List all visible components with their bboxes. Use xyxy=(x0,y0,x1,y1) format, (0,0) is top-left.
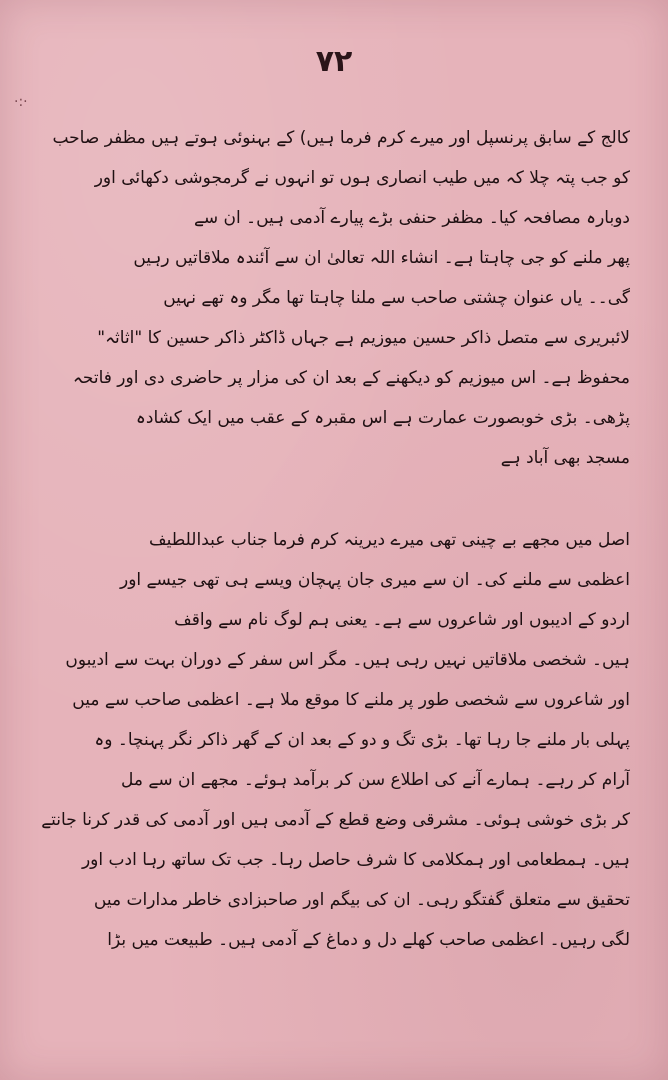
text-line: اور شاعروں سے شخصی طور پر ملنے کا موقع ملا ہے۔ اعظمی صاحب سے میں xyxy=(72,690,630,710)
page-speck-mark: ·:· xyxy=(14,94,28,110)
text-line: دوبارہ مصافحہ کیا۔ مظفر حنفی بڑے پیارے آدمی ہیں۔ ان سے xyxy=(193,208,630,228)
text-line: اصل میں مجھے بے چینی تھی میرے دیرینہ کرم فرما جناب عبداللطیف xyxy=(149,530,630,550)
text-line: تحقیق سے متعلق گفتگو رہی۔ ان کی بیگم اور صاحبزادی خاطر مدارات میں xyxy=(93,890,630,910)
paragraph-2 xyxy=(40,520,630,960)
text-line: مسجد بھی آباد ہے xyxy=(500,448,630,468)
text-line: اردو کے ادیبوں اور شاعروں سے ہے۔ یعنی ہم لوگ نام سے واقف xyxy=(174,610,630,630)
text-line: کو جب پتہ چلا کہ میں طیب انصاری ہوں تو انہوں نے گرمجوشی دکھائی اور xyxy=(94,168,630,188)
paragraph-1 xyxy=(40,118,630,478)
text-line: لگی رہیں۔ اعظمی صاحب کھلے دل و دماغ کے آدمی ہیں۔ طبیعت میں بڑا xyxy=(107,930,630,950)
page-number: ۷۲ xyxy=(315,44,353,79)
text-line: آرام کر رہے۔ ہمارے آنے کی اطلاع سن کر برآمد ہوئے۔ مجھے ان سے مل xyxy=(121,770,630,790)
text-line: پڑھی۔ بڑی خوبصورت عمارت ہے اس مقبرہ کے عقب میں ایک کشادہ xyxy=(135,408,630,428)
text-line: گی۔۔ یاں عنوان چشتی صاحب سے ملنا چاہتا تھا مگر وہ تھے نہیں xyxy=(163,288,630,308)
text-line: لائبریری سے متصل ذاکر حسین میوزیم ہے جہاں ڈاکٹر ذاکر حسین کا "اثاثہ" xyxy=(97,328,630,348)
text-line: ہیں۔ ہمطعامی اور ہمکلامی کا شرف حاصل رہا۔ جب تک ساتھ رہا ادب اور xyxy=(81,850,630,870)
text-line: پہلی بار ملنے جا رہا تھا۔ بڑی تگ و دو کے بعد ان کے گھر ذاکر نگر پہنچا۔ وہ xyxy=(94,730,630,750)
text-line: محفوظ ہے۔ اس میوزیم کو دیکھنے کے بعد ان کی مزار پر حاضری دی اور فاتحہ xyxy=(72,368,630,388)
text-line: ہیں۔ شخصی ملاقاتیں نہیں رہی ہیں۔ مگر اس سفر کے دوران بہت سے ادیبوں xyxy=(65,650,630,670)
text-line: اعظمی سے ملنے کی۔ ان سے میری جان پہچان ویسے ہی تھی جیسے اور xyxy=(120,570,630,590)
text-line: پھر ملنے کو جی چاہتا ہے۔ انشاء اللہ تعالیٰ ان سے آئندہ ملاقاتیں رہیں xyxy=(133,248,630,268)
text-line: کر بڑی خوشی ہوئی۔ مشرقی وضع قطع کے آدمی ہیں اور آدمی کی قدر کرنا جانتے xyxy=(41,810,630,830)
text-line: کالج کے سابق پرنسپل اور میرے کرم فرما ہیں) کے بہنوئی ہوتے ہیں مظفر صاحب xyxy=(52,128,630,148)
